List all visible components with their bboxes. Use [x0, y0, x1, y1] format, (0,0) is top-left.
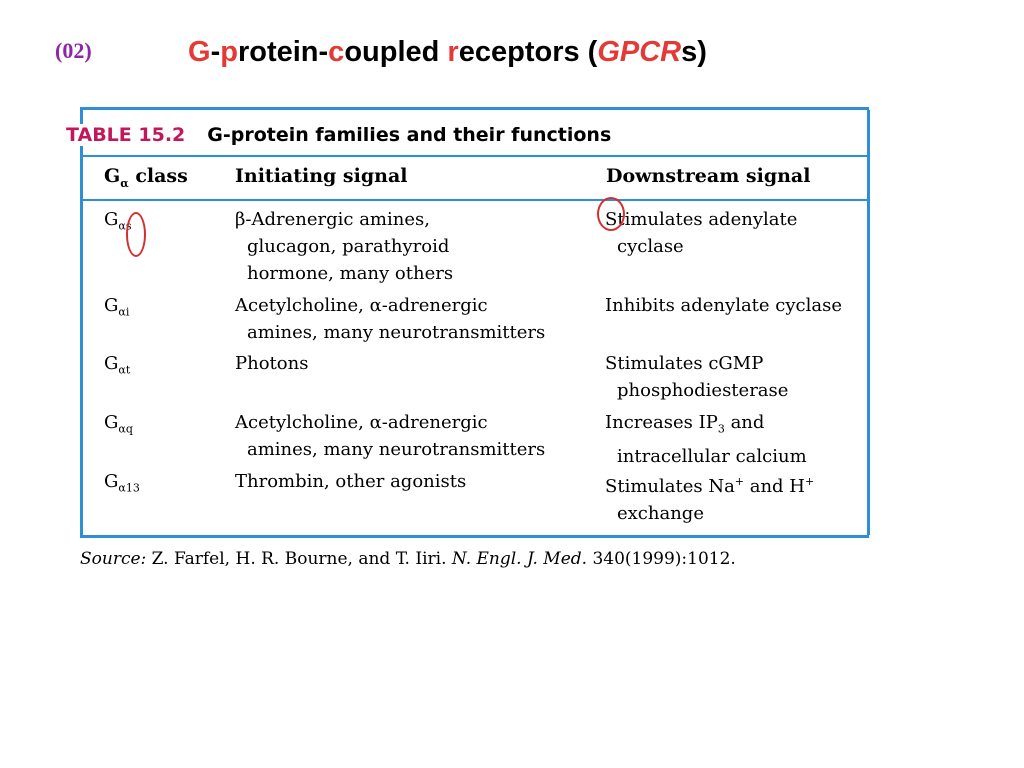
row-class-cell: [104, 350, 130, 384]
row-initiating-cell: [235, 468, 466, 495]
row-downstream-cell: [605, 350, 788, 404]
row-class-cell: [104, 409, 133, 443]
downstream-fragment: +: [734, 475, 745, 488]
class-subscript: α13: [118, 481, 140, 495]
title-segment: c: [328, 36, 345, 68]
downstream-line: Stimulates cGMP: [605, 353, 764, 374]
downstream-line: phosphodiesterase: [617, 380, 789, 401]
title-segment: -: [210, 36, 221, 68]
downstream-line: exchange: [617, 503, 704, 524]
class-subscript: αt: [118, 363, 131, 377]
initiating-line: hormone, many others: [247, 263, 454, 284]
header-alpha: α: [120, 176, 129, 190]
downstream-fragment: +: [805, 475, 815, 488]
downstream-line: cyclase: [617, 236, 684, 257]
header-g-alpha-class: [104, 165, 188, 190]
class-subscript: αq: [118, 422, 133, 436]
initiating-line: amines, many neurotransmitters: [247, 439, 546, 460]
source-authors: Z. Farfel, H. R. Bourne, and T. Iiri.: [146, 549, 452, 569]
row-initiating-cell: [235, 350, 308, 377]
initiating-line: Acetylcholine, α-adrenergic: [235, 295, 488, 316]
header-class-text: class: [128, 165, 188, 187]
class-subscript: αi: [118, 305, 130, 319]
slide-number: (02): [55, 38, 92, 63]
title-segment: GPCR: [597, 36, 682, 68]
class-g: G: [104, 209, 119, 230]
title-segment: eceptors (: [458, 36, 598, 68]
table-source: [80, 549, 736, 569]
table-label: TABLE 15.2: [66, 124, 186, 146]
annotation-circle-subscript: [126, 212, 146, 257]
initiating-line: amines, many neurotransmitters: [247, 322, 546, 343]
table-caption: [66, 124, 617, 146]
source-ref: 340(1999):1012.: [587, 549, 736, 569]
source-journal: N. Engl. J. Med.: [451, 549, 588, 569]
downstream-fragment: and H: [744, 476, 806, 497]
row-initiating-cell: [235, 206, 453, 287]
class-g: G: [104, 295, 119, 316]
title-segment: rotein-: [237, 36, 329, 68]
downstream-fragment: Stimulates Na: [605, 476, 735, 497]
slide-title: [188, 36, 707, 69]
downstream-line: Stimulates adenylate: [605, 209, 798, 230]
class-g: G: [104, 353, 119, 374]
row-downstream-cell: [605, 468, 814, 527]
source-label: Source:: [80, 549, 147, 569]
row-class-cell: [104, 468, 140, 502]
initiating-line: Acetylcholine, α-adrenergic: [235, 412, 488, 433]
header-top-rule: [83, 155, 869, 157]
downstream-line: [605, 409, 807, 443]
header-initiating-signal: Initiating signal: [235, 165, 408, 187]
row-downstream-cell: [605, 292, 842, 319]
initiating-line: Photons: [235, 353, 309, 374]
downstream-line: Inhibits adenylate cyclase: [605, 295, 842, 316]
title-segment: s): [681, 36, 707, 68]
downstream-fragment: Increases IP: [605, 412, 718, 433]
row-downstream-cell: [605, 409, 807, 470]
row-class-cell: [104, 292, 129, 326]
title-segment: G: [188, 36, 211, 68]
downstream-line: intracellular calcium: [617, 445, 807, 467]
row-downstream-cell: [605, 206, 797, 260]
table-caption-text: G-protein families and their functions: [207, 124, 612, 146]
annotation-circle-stimulates: [597, 197, 625, 231]
downstream-fragment: 3: [717, 422, 725, 436]
class-subscript: αs: [118, 219, 132, 233]
title-segment: p: [220, 36, 238, 68]
class-g: G: [104, 412, 119, 433]
initiating-line: Thrombin, other agonists: [235, 471, 467, 492]
header-bottom-rule: [83, 199, 869, 201]
header-downstream-signal: Downstream signal: [606, 165, 811, 187]
title-segment: r: [447, 36, 459, 68]
class-g: G: [104, 471, 119, 492]
downstream-line: [605, 468, 814, 500]
downstream-fragment: and: [724, 412, 765, 433]
initiating-line: β-Adrenergic amines,: [235, 209, 430, 230]
initiating-line: glucagon, parathyroid: [247, 236, 450, 257]
row-initiating-cell: [235, 292, 545, 346]
title-segment: oupled: [344, 36, 448, 68]
header-g: G: [104, 165, 121, 187]
row-initiating-cell: [235, 409, 545, 463]
